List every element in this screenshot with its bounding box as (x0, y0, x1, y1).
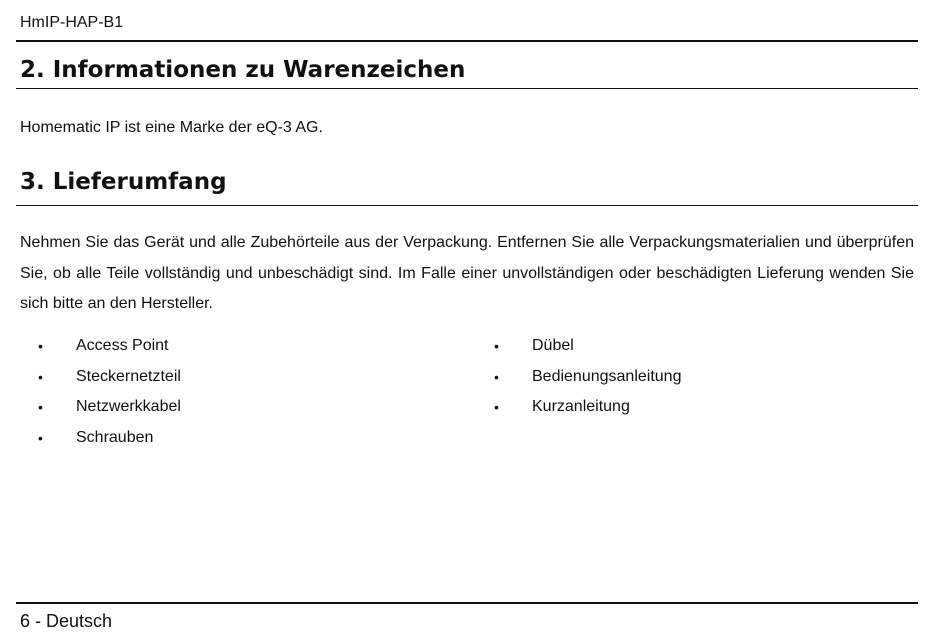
section-2-text: Homematic IP ist eine Marke der eQ-3 AG. (20, 119, 323, 136)
list-item (494, 331, 681, 362)
bullet-icon: • (38, 338, 43, 354)
list-item-label: Steckernetzteil (76, 367, 181, 385)
list-item (38, 423, 181, 454)
document-header-model: HmIP-HAP-B1 (20, 14, 124, 31)
list-item (38, 362, 181, 393)
bullet-icon: • (38, 368, 43, 385)
footer-rule (16, 602, 918, 604)
bullet-icon: • (38, 399, 43, 415)
list-item (494, 362, 681, 393)
list-item (494, 392, 681, 423)
section-3-text: Nehmen Sie das Gerät und alle Zubehörteile aus der Verpackung. Entfernen Sie alle Verpackungsmaterialien und überprüfen Sie, ob alle Teile vollständig und unbeschädigt sind. Im Falle einer unvollständigen oder beschädigten Lieferung wenden Sie sich bitte an den Hersteller. (20, 234, 914, 312)
list-item-label: Access Point (76, 337, 169, 354)
bullet-icon: • (494, 338, 499, 354)
delivery-list-right (494, 331, 681, 423)
delivery-list-left (38, 331, 181, 453)
list-item (38, 392, 181, 423)
section-2-heading: 2. Informationen zu Warenzeichen (20, 57, 466, 83)
list-item-label: Bedienungsanleitung (532, 367, 682, 385)
header-rule (16, 40, 918, 42)
list-item-label: Kurzanleitung (532, 398, 630, 415)
page-number-footer: 6 - Deutsch (20, 611, 113, 631)
section-3-rule (16, 205, 918, 206)
section-3-heading: 3. Lieferumfang (20, 169, 227, 195)
list-item-label: Netzwerkkabel (76, 398, 181, 415)
bullet-icon: • (494, 399, 499, 415)
list-item (38, 331, 181, 362)
bullet-icon: • (494, 368, 499, 385)
list-item-label: Schrauben (76, 428, 154, 446)
list-item-label: Dübel (532, 337, 574, 354)
section-2-rule (16, 88, 918, 89)
bullet-icon: • (38, 429, 43, 446)
